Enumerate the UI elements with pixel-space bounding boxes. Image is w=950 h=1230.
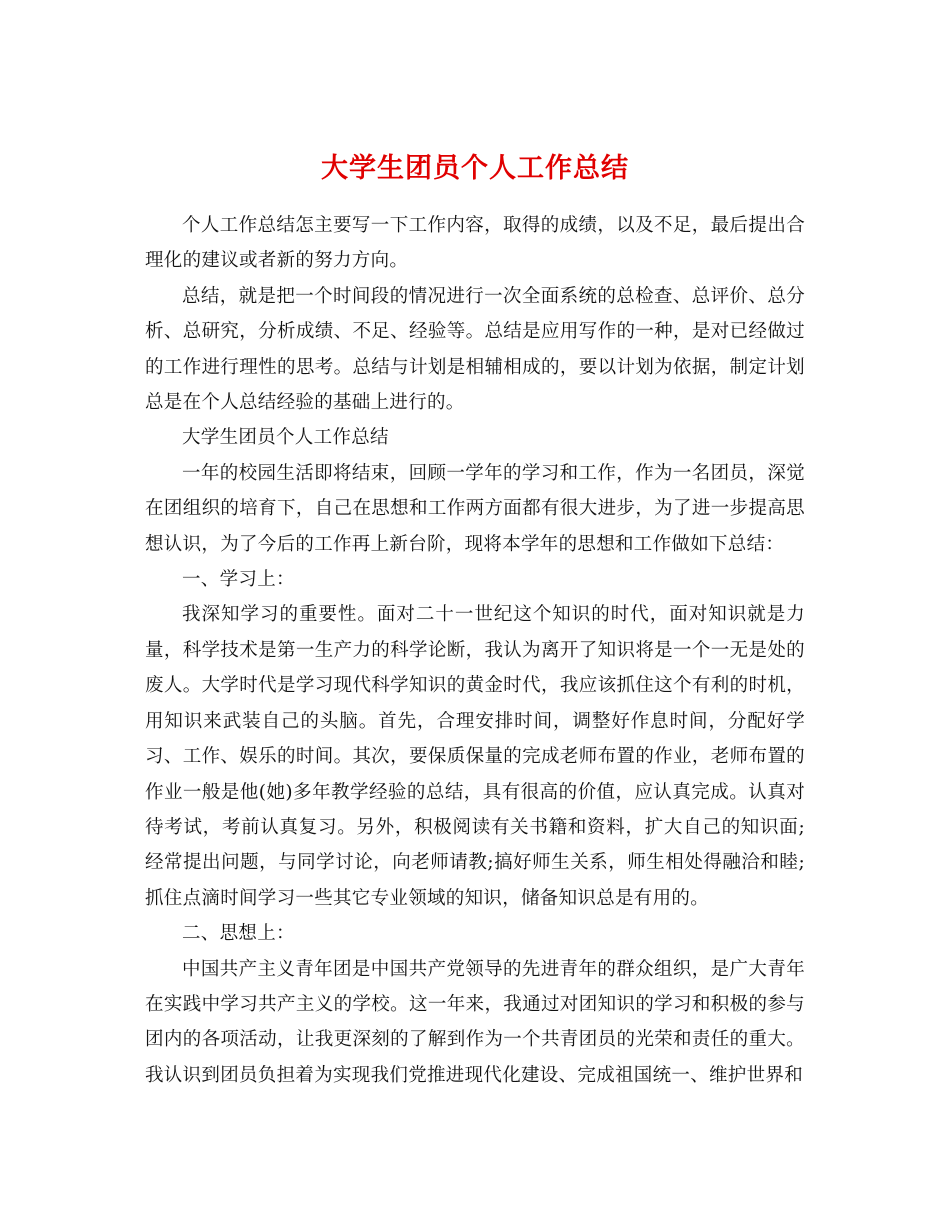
- paragraph-subtitle: 大学生团员个人工作总结: [182, 427, 389, 449]
- paragraph-thought: 中国共产主义青年团是中国共产党领导的先进青年的群众组织，是广大青年在实践中学习共产主义的学校。这一年来，我通过对团知识的学习和积极的参与团内的各项活动，让我更深刻的了解到作为一个共青团员的光荣和责任的重大。我认识到团员负担着为实现我们党推进现代化建设、完成祖国统一、维护世界和: [145, 958, 805, 1086]
- paragraph-opening: 一年的校园生活即将结束，回顾一学年的学习和工作，作为一名团员，深觉在团组织的培育下，自己在思想和工作两方面都有很大进步，为了进一步提高思想认识，为了今后的工作再上新台阶，现将本学年的思想和工作做如下总结：: [145, 462, 805, 555]
- paragraph-intro: 个人工作总结怎主要写一下工作内容，取得的成绩，以及不足，最后提出合理化的建议或者新的努力方向。: [145, 215, 805, 272]
- page-title: 大学生团员个人工作总结: [321, 153, 629, 185]
- section-heading-study: 一、学习上：: [182, 569, 295, 591]
- section-heading-thought: 二、思想上：: [182, 923, 295, 945]
- paragraph-study: 我深知学习的重要性。面对二十一世纪这个知识的时代，面对知识就是力量，科学技术是第一生产力的科学论断，我认为离开了知识将是一个一无是处的废人。大学时代是学习现代科学知识的黄金时代，我应该抓住这个有利的时机，用知识来武装自己的头脑。首先，合理安排时间，调整好作息时间，分配好学习、工作、娱乐的时间。其次，要保质保量的完成老师布置的作业，老师布置的作业一般是他(她)多年教学经验的总结，具有很高的价值，应认真完成。认真对待考试，考前认真复习。另外，积极阅读有关书籍和资料，扩大自己的知识面;经常提出问题，与同学讨论，向老师请教;搞好师生关系，师生相处得融洽和睦;抓住点滴时间学习一些其它专业领域的知识，储备知识总是有用的。: [145, 604, 805, 909]
- document-body: [145, 208, 805, 1093]
- paragraph-definition: 总结，就是把一个时间段的情况进行一次全面系统的总检查、总评价、总分析、总研究，分析成绩、不足、经验等。总结是应用写作的一种，是对已经做过的工作进行理性的思考。总结与计划是相辅相成的，要以计划为依据，制定计划总是在个人总结经验的基础上进行的。: [145, 285, 805, 414]
